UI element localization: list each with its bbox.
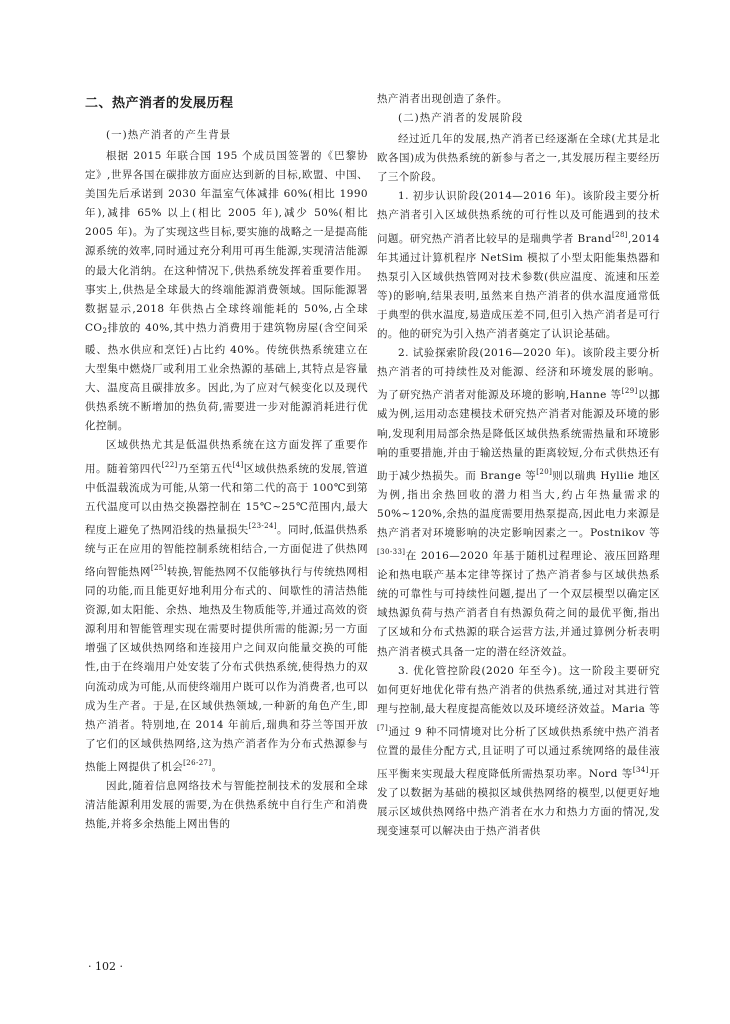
citation-ref: [23-24] <box>248 521 278 530</box>
page-number: · 102 · <box>88 960 123 973</box>
paragraph-stages-intro: 经过近几年的发展,热产消者已经逐渐在全球(尤其是北欧各国)成为供热系统的新参与者之一,其发展历程主要经历了三个阶段。 <box>377 133 660 184</box>
citation-ref: [29] <box>621 387 638 396</box>
citation-ref: [25] <box>150 563 167 572</box>
left-column <box>85 88 368 834</box>
citation-ref: [34] <box>632 766 649 775</box>
citation-ref: [4] <box>232 460 244 469</box>
citation-ref: [30-33] <box>377 548 406 557</box>
paragraph-stage-1: 1. 初步认识阶段(2014—2016 年)。该阶段主要分析热产消者引入区域供热系统的可行性以及可能遇到的技术问题。研究热产消者比较早的是瑞典学者 Brand[28],2014 年其通过计算机程序 NetSim 模拟了小型太阳能集热器和热泵引入区域供热管网对技术参数(供应温度、流速和压差等)的影响,结果表明,虽然来自热产消者的供水温度通常低于典型的供水温度,易造成压差不同,但引入热产消者是可行的。他的研究为引入热产消者奠定了认识论基础。 <box>377 190 660 341</box>
paragraph-district-heating: 区域供热尤其是低温供热系统在这方面发挥了重要作用。随着第四代[22]乃至第五代[4]区域供热系统的发展,管道中低温载流成为可能,从第一代和第二代的高于 100℃到第五代温度可以由热交换器控制在 15℃~25℃范围内,最大程度上避免了热网沿线的热量损失[23-24]。同时,低温供热系统与正在应用的智能控制系统相结合,一方面促进了供热网络向智能热网[25]转换,智能热网不仅能够执行与传统热网相同的功能,而且能更好地利用分布式的、间歇性的清洁热能资源,如太阳能、余热、地热及生物质能等,并通过高效的资源利用和智能管理实现在需要时提供所需的能源;另一方面增强了区域供热网络和连接用户之间双向能量交换的可能性,由于在终端用户处安装了分布式供热系统,使得热力的双向流动成为可能,从而使终端用户既可以作为消费者,也可以成为生产者。于是,在区域供热领域,一种新的角色产生,即热产消者。特别地,在 2014 年前后,瑞典和芬兰等国开放了它们的区域供热网络,这为热产消者作为分布式热源参与热能上网提供了机会[26-27]。 <box>85 439 369 773</box>
paragraph-conclusion: 因此,随着信息网络技术与智能控制技术的发展和全球清洁能源利用发展的需要,为在供热系统中自行生产和消费热能,并将多余热能上网出售的 <box>85 780 368 831</box>
right-column <box>377 90 660 841</box>
paragraph-stage-2: 2. 试验探索阶段(2016—2020 年)。该阶段主要分析热产消者的可持续性及对能源、经济和环境发展的影响。为了研究热产消者对能源及环境的影响,Hanne 等[29]以挪威为例,运用动态建模技术研究热产消者对能源及环境的影响,发现利用局部余热是降低区域供热系统需热量和环境影响的重要措施,并由于输送热量的距离较短,分布式供热还有助于减少热损失。而 Brange 等[20]则以瑞典 Hyllie 地区为例,指出余热回收的潜力相当大,约占年热量需求的 50%~120%,余热的温度需要用热泵提高,因此电力来源是热产消者对环境影响的决定影响因素之一。Postnikov 等[30-33]在 2016—2020 年基于随机过程理论、液压回路理论和热电联产基本定律等探讨了热产消者参与区域供热系统的可靠性与可持续性问题,提出了一个双层模型以确定区域热源负荷与热产消者自有热源负荷之间的最优平衡,指出了区域和分布式热源的联合运营方法,并通过算例分析表明热产消者模式具备一定的潜在经济效益。 <box>377 347 660 658</box>
subheading-stages: (二)热产消者的发展阶段 <box>398 112 524 125</box>
paragraph-continuation: 热产消者出现创造了条件。 <box>377 93 508 105</box>
citation-ref: [28] <box>611 230 628 239</box>
subheading-background: (一)热产消者的产生背景 <box>106 129 232 141</box>
citation-ref: [22] <box>161 460 178 469</box>
section-heading: 二、热产消者的发展历程 <box>85 96 234 111</box>
citation-ref: [20] <box>536 467 553 476</box>
paragraph-stage-3: 3. 优化管控阶段(2020 年至今)。这一阶段主要研究如何更好地优化带有热产消者的供热系统,通过对其进行管理与控制,最大程度提高能效以及环境经济效益。Maria 等[7]通过 9 种不同情境对比分析了区域供热系统中热产消者位置的最佳分配方式,且证明了可以通过系统网络的最佳液压平衡来实现最大程度降低所需热泵功率。Nord 等[34]开发了以数据为基础的模拟区域供热网络的模型,以便更好地展示区域供热网络中热产消者在水力和热力方面的情况,发现变速泵可以解决由于热产消者供 <box>377 664 660 838</box>
paragraph-paris-agreement: 根据 2015 年联合国 195 个成员国签署的《巴黎协定》,世界各国在碳排放方面应达到新的目标,欧盟、中国、美国先后承诺到 2030 年温室气体减排 60%(相比 1990 年),减排 65% 以上(相比 2005 年),减少 50%(相比 2005 年)。为了实现这些目标,要实施的战略之一是提高能源系统的效率,同时通过充分利用可再生能源,实现清洁能源的最大化消纳。在这种情况下,供热系统发挥着重要作用。事实上,供热是全球最大的终端能源消费领域。国际能源署数据显示,2018 年供热占全球终端能耗的 50%,占全球 $CO_2$排放的 40%,其中热力消费用于建筑物房屋(含空间采暖、热水供应和烹饪)占比约 40%。传统供热系统建立在大型集中燃烧厂或利用工业余热源的基础上,其特点是容量大、温度高且碳排放多。因此,为了应对气候变化以及现代供热系统不断增加的热负荷,需要进一步对能源消耗进行优化控制。 <box>85 150 368 433</box>
citation-ref: [26-27] <box>183 758 212 767</box>
citation-ref: [7] <box>377 723 389 732</box>
